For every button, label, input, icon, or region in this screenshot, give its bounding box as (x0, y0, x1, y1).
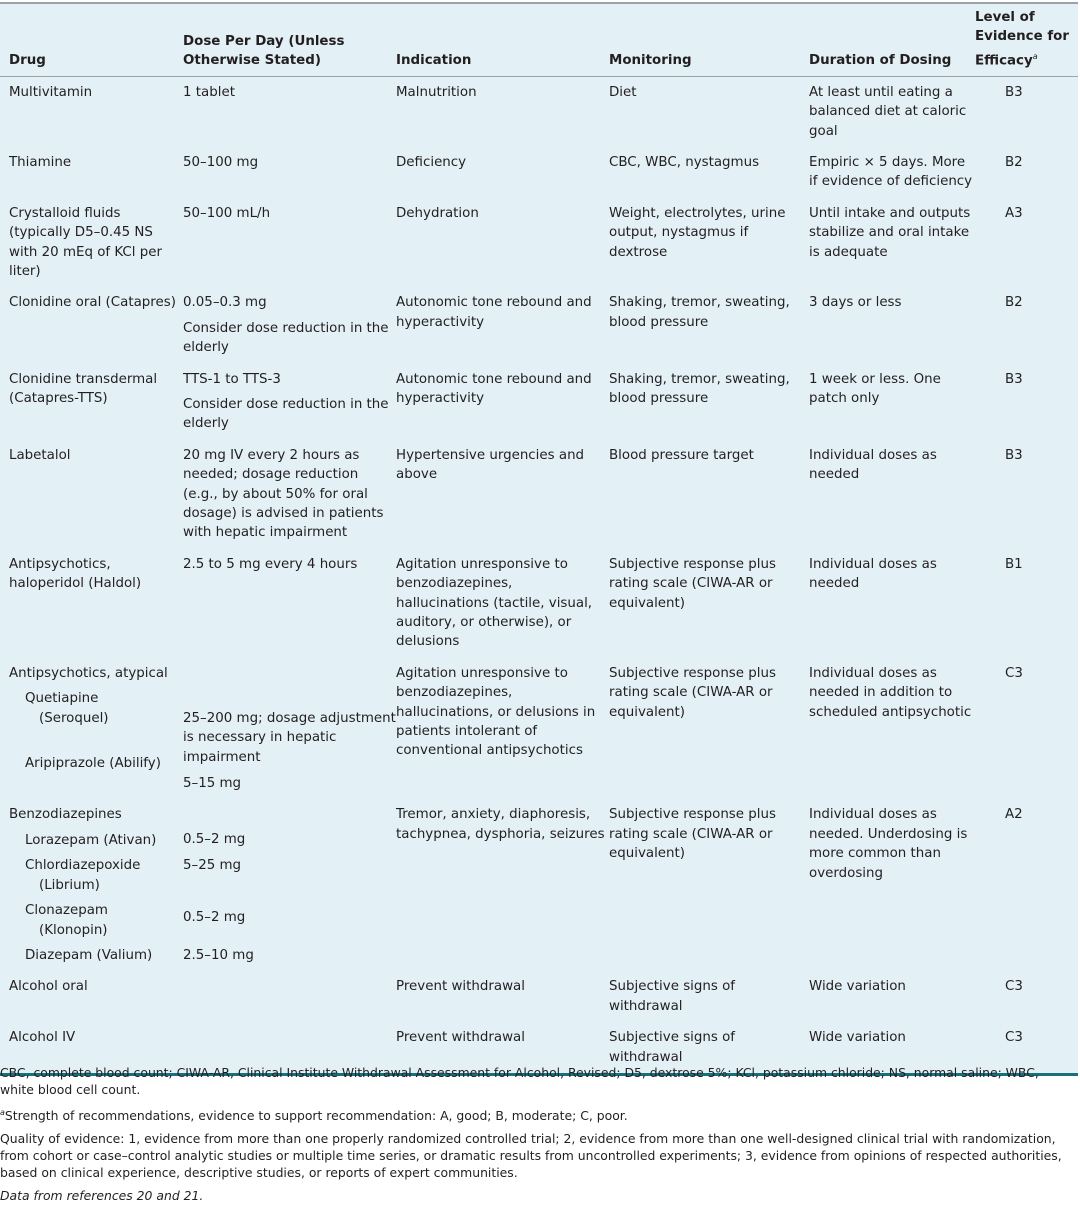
subdrug-name-line2: (Seroquel) (39, 710, 109, 726)
cell-duration: Wide variation (809, 1030, 906, 1046)
group-name: Benzodiazepines (9, 807, 122, 823)
cell-monitoring: Weight, electrolytes, urine output, nystagmus if dextrose (609, 205, 786, 260)
drug-table-container (0, 2, 1078, 1076)
cell-level: B2 (1005, 295, 1023, 311)
table-row (0, 971, 1078, 1022)
cell-monitoring: Subjective response plus rating scale (CIWA-AR or equivalent) (609, 556, 776, 611)
cell-duration: 1 week or less. One patch only (809, 371, 941, 406)
cell-indication: Autonomic tone rebound and hyperactivity (396, 371, 592, 406)
subdrug-dose: 5–15 mg (183, 776, 242, 792)
cell-indication: Malnutrition (396, 84, 477, 100)
strength-note-text: Strength of recommendations, evidence to support recommendation: A, good; B, moderate; C, poor. (4, 1108, 628, 1124)
cell-indication: Agitation unresponsive to benzodiazepines, hallucinations (tactile, visual, auditory, or otherwise), or delusions (396, 556, 593, 650)
table-row (0, 440, 1078, 549)
cell-drug: Alcohol IV (9, 1030, 76, 1046)
subdrug-name (9, 901, 183, 940)
dose-value: TTS-1 to TTS-3 (183, 371, 281, 387)
group-name: Antipsychotics, atypical (9, 665, 168, 681)
quality-note: Quality of evidence: 1, evidence from more than one properly randomized controlled trial; 2, evidence from more than one well-designed clinical trial with randomization, from cohort or case–control analytic studies or multiple time series, or dramatic results from uncontrolled experiments; 3, evidence from opinions of respected authorities, based on clinical experience, descriptive studies, or reports of expert communities. (0, 1131, 1062, 1181)
header-monitoring: Monitoring (609, 53, 692, 69)
cell-monitoring: Subjective response plus rating scale (CIWA-AR or equivalent) (609, 807, 776, 862)
cell-level: B3 (1005, 371, 1023, 387)
cell-dose (183, 658, 396, 800)
cell-indication: Agitation unresponsive to benzodiazepines, hallucinations, or delusions in patients intolerant of conventional antipsychotics (396, 665, 596, 759)
subdrug-name-line1: Clonazepam (25, 903, 108, 919)
dose-note: Consider dose reduction in the elderly (183, 320, 389, 356)
table-row (0, 287, 1078, 363)
cell-level: B1 (1005, 556, 1023, 572)
table-row (0, 198, 1078, 288)
cell-level: C3 (1005, 979, 1023, 995)
cell-indication: Prevent withdrawal (396, 1030, 525, 1046)
cell-indication: Prevent withdrawal (396, 979, 525, 995)
header-evidence-label: Level of Evidence for Efficacy (975, 10, 1069, 69)
subdrug-dose: 0.5–2 mg (183, 832, 246, 848)
cell-drug: Crystalloid fluids (typically D5–0.45 NS with 20 mEq of KCl per liter) (9, 205, 163, 279)
table-row (0, 549, 1078, 658)
table-row-group-atypical (0, 658, 1078, 800)
cell-monitoring: Subjective response plus rating scale (CIWA-AR or equivalent) (609, 665, 776, 720)
subdrug-name: Diazepam (Valium) (25, 947, 153, 963)
cell-drug: Thiamine (9, 154, 72, 170)
cell-drug: Multivitamin (9, 84, 93, 100)
cell-indication: Autonomic tone rebound and hyperactivity (396, 295, 592, 330)
cell-dose (183, 799, 396, 971)
cell-monitoring: Blood pressure target (609, 447, 754, 463)
cell-duration: Empiric × 5 days. More if evidence of deficiency (809, 154, 973, 190)
cell-dose: 20 mg IV every 2 hours as needed; dosage reduction (e.g., by about 50% for oral dosage) is advised in patients with hepatic impairment (183, 447, 384, 541)
footnote-marker: a (1032, 51, 1038, 61)
cell-dose (183, 287, 396, 363)
cell-indication: Dehydration (396, 205, 479, 221)
cell-duration: Wide variation (809, 979, 906, 995)
cell-drug: Antipsychotics, haloperidol (Haldol) (9, 556, 142, 592)
cell-dose: 50–100 mg (183, 154, 259, 170)
header-duration: Duration of Dosing (809, 53, 952, 69)
cell-drug (0, 799, 183, 971)
cell-level: B3 (1005, 84, 1023, 100)
cell-dose: 1 tablet (183, 84, 235, 100)
dose-value: 0.05–0.3 mg (183, 295, 267, 311)
cell-duration: 3 days or less (809, 295, 902, 311)
cell-monitoring: Diet (609, 84, 637, 100)
table-row-group-benzodiazepines (0, 799, 1078, 971)
subdrug-dose: 0.5–2 mg (183, 910, 246, 926)
cell-monitoring: Shaking, tremor, sweating, blood pressure (609, 371, 790, 406)
table-footnotes (0, 1064, 1075, 1210)
cell-drug: Alcohol oral (9, 979, 88, 995)
cell-level: B3 (1005, 447, 1023, 463)
cell-dose: 50–100 mL/h (183, 205, 271, 221)
subdrug-name-line2: (Librium) (39, 877, 100, 893)
cell-indication: Hypertensive urgencies and above (396, 447, 585, 483)
abbreviations-note: CBC, complete blood count; CIWA-AR, Clinical Institute Withdrawal Assessment for Alcohol, Revised; D5, dextrose 5%; KCl, potassium chloride; NS, normal saline; WBC, white blood cell count. (0, 1065, 1039, 1097)
cell-level: C3 (1005, 665, 1023, 681)
header-indication: Indication (396, 53, 472, 69)
cell-drug: Clonidine transdermal (Catapres-TTS) (9, 371, 158, 406)
cell-duration: At least until eating a balanced diet at caloric goal (809, 84, 967, 139)
source-note: Data from references 20 and 21. (0, 1188, 204, 1204)
table-row (0, 364, 1078, 440)
header-dose: Dose Per Day (Unless Otherwise Stated) (183, 33, 345, 69)
footnote-marker: a (0, 1108, 5, 1117)
dose-note: Consider dose reduction in the elderly (183, 396, 389, 432)
cell-monitoring: CBC, WBC, nystagmus (609, 154, 760, 170)
cell-level: A3 (1005, 205, 1023, 221)
subdrug-dose: 5–25 mg (183, 857, 242, 873)
cell-level: C3 (1005, 1030, 1023, 1046)
subdrug-name (9, 689, 183, 728)
table-row (0, 147, 1078, 198)
cell-monitoring: Subjective signs of withdrawal (609, 1030, 736, 1065)
subdrug-name-line2: (Klonopin) (39, 922, 108, 938)
subdrug-name: Lorazepam (Ativan) (25, 832, 157, 848)
subdrug-name-line1: Quetiapine (25, 691, 99, 707)
cell-drug: Clonidine oral (Catapres) (9, 295, 176, 311)
alcohol-withdrawal-drug-table (0, 4, 1078, 1073)
subdrug-name (9, 856, 183, 895)
table-row (0, 76, 1078, 147)
cell-dose: 2.5 to 5 mg every 4 hours (183, 556, 358, 572)
table-body (0, 76, 1078, 1073)
cell-monitoring: Subjective signs of withdrawal (609, 979, 736, 1014)
cell-level: A2 (1005, 807, 1023, 823)
header-evidence (975, 4, 1078, 76)
cell-duration: Individual doses as needed (809, 556, 937, 592)
cell-duration: Individual doses as needed (809, 447, 937, 483)
cell-drug: Labetalol (9, 447, 71, 463)
cell-dose (183, 364, 396, 440)
strength-note (0, 1104, 1075, 1124)
cell-drug (0, 658, 183, 800)
cell-duration: Until intake and outputs stabilize and oral intake is adequate (809, 205, 971, 260)
cell-indication: Deficiency (396, 154, 467, 170)
subdrug-name-line1: Chlordiazepoxide (25, 858, 141, 874)
cell-dose (183, 971, 396, 1022)
cell-level: B2 (1005, 154, 1023, 170)
cell-monitoring: Shaking, tremor, sweating, blood pressure (609, 295, 790, 330)
cell-duration: Individual doses as needed in addition to scheduled antipsychotic (809, 665, 972, 720)
table-header-row (0, 4, 1078, 76)
subdrug-dose: 2.5–10 mg (183, 947, 254, 963)
cell-duration: Individual doses as needed. Underdosing is more common than overdosing (809, 807, 968, 881)
subdrug-name: Aripiprazole (Abilify) (25, 756, 161, 772)
header-drug: Drug (9, 53, 46, 69)
subdrug-dose: 25–200 mg; dosage adjustment is necessary in hepatic impairment (183, 710, 396, 765)
cell-indication: Tremor, anxiety, diaphoresis, tachypnea, dysphoria, seizures (396, 807, 605, 842)
